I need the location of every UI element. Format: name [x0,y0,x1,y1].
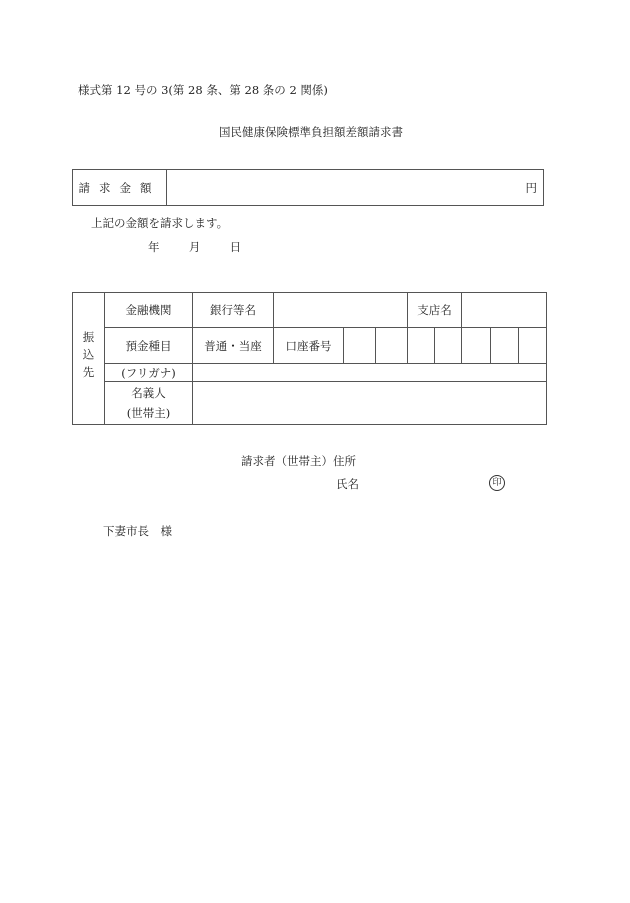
account-holder-label: 名義人 [131,386,166,400]
date-line [148,239,241,255]
claim-amount-label: 請求金額 [78,180,161,195]
document-title: 国民健康保険標準負担額差額請求書 [219,125,403,139]
request-statement: 上記の金額を請求します。 [91,216,229,230]
account-digit-2[interactable] [376,328,408,364]
claimant-name-field[interactable] [362,476,482,490]
deposit-type-options[interactable]: 普通・当座 [193,328,274,364]
transfer-section-label: 振込先 [81,330,96,384]
account-digit-3[interactable] [408,328,435,364]
account-holder-sublabel: (世帯主) [126,406,171,420]
seal-mark [489,474,505,491]
claim-amount-table [72,169,544,206]
bank-name-label: 銀行等名 [193,293,274,328]
account-number-label: 口座番号 [274,328,344,364]
date-day-label: 日 [229,240,242,254]
date-year-label: 年 [148,240,160,254]
account-digit-7[interactable] [519,328,547,364]
bank-name-field[interactable] [274,293,408,328]
date-month-label: 月 [188,240,201,254]
form-number: 様式第 12 号の 3(第 28 条、第 28 条の 2 関係) [78,83,328,97]
transfer-table [72,292,547,425]
branch-label: 支店名 [408,293,462,328]
claimant-name-label: 氏名 [336,477,359,491]
yen-unit: 円 [525,180,537,195]
furigana-field[interactable] [193,364,547,382]
claim-amount-field[interactable] [167,170,544,206]
addressee: 下妻市長 様 [103,524,172,538]
claimant-address-label: 請求者（世帯主）住所 [241,454,356,468]
financial-institution-label: 金融機関 [105,293,193,328]
claimant-address-field[interactable] [360,453,540,467]
transfer-section-label-cell [73,293,105,425]
account-digit-4[interactable] [435,328,462,364]
account-digit-1[interactable] [344,328,376,364]
branch-field[interactable] [462,293,547,328]
account-digit-6[interactable] [491,328,519,364]
seal-icon: 印 [489,475,505,491]
deposit-type-label: 預金種目 [105,328,193,364]
furigana-label: (フリガナ) [105,364,193,382]
claim-amount-label-cell [73,170,167,206]
account-holder-field[interactable] [193,382,547,425]
account-digit-5[interactable] [462,328,491,364]
account-holder-label-cell [105,382,193,425]
